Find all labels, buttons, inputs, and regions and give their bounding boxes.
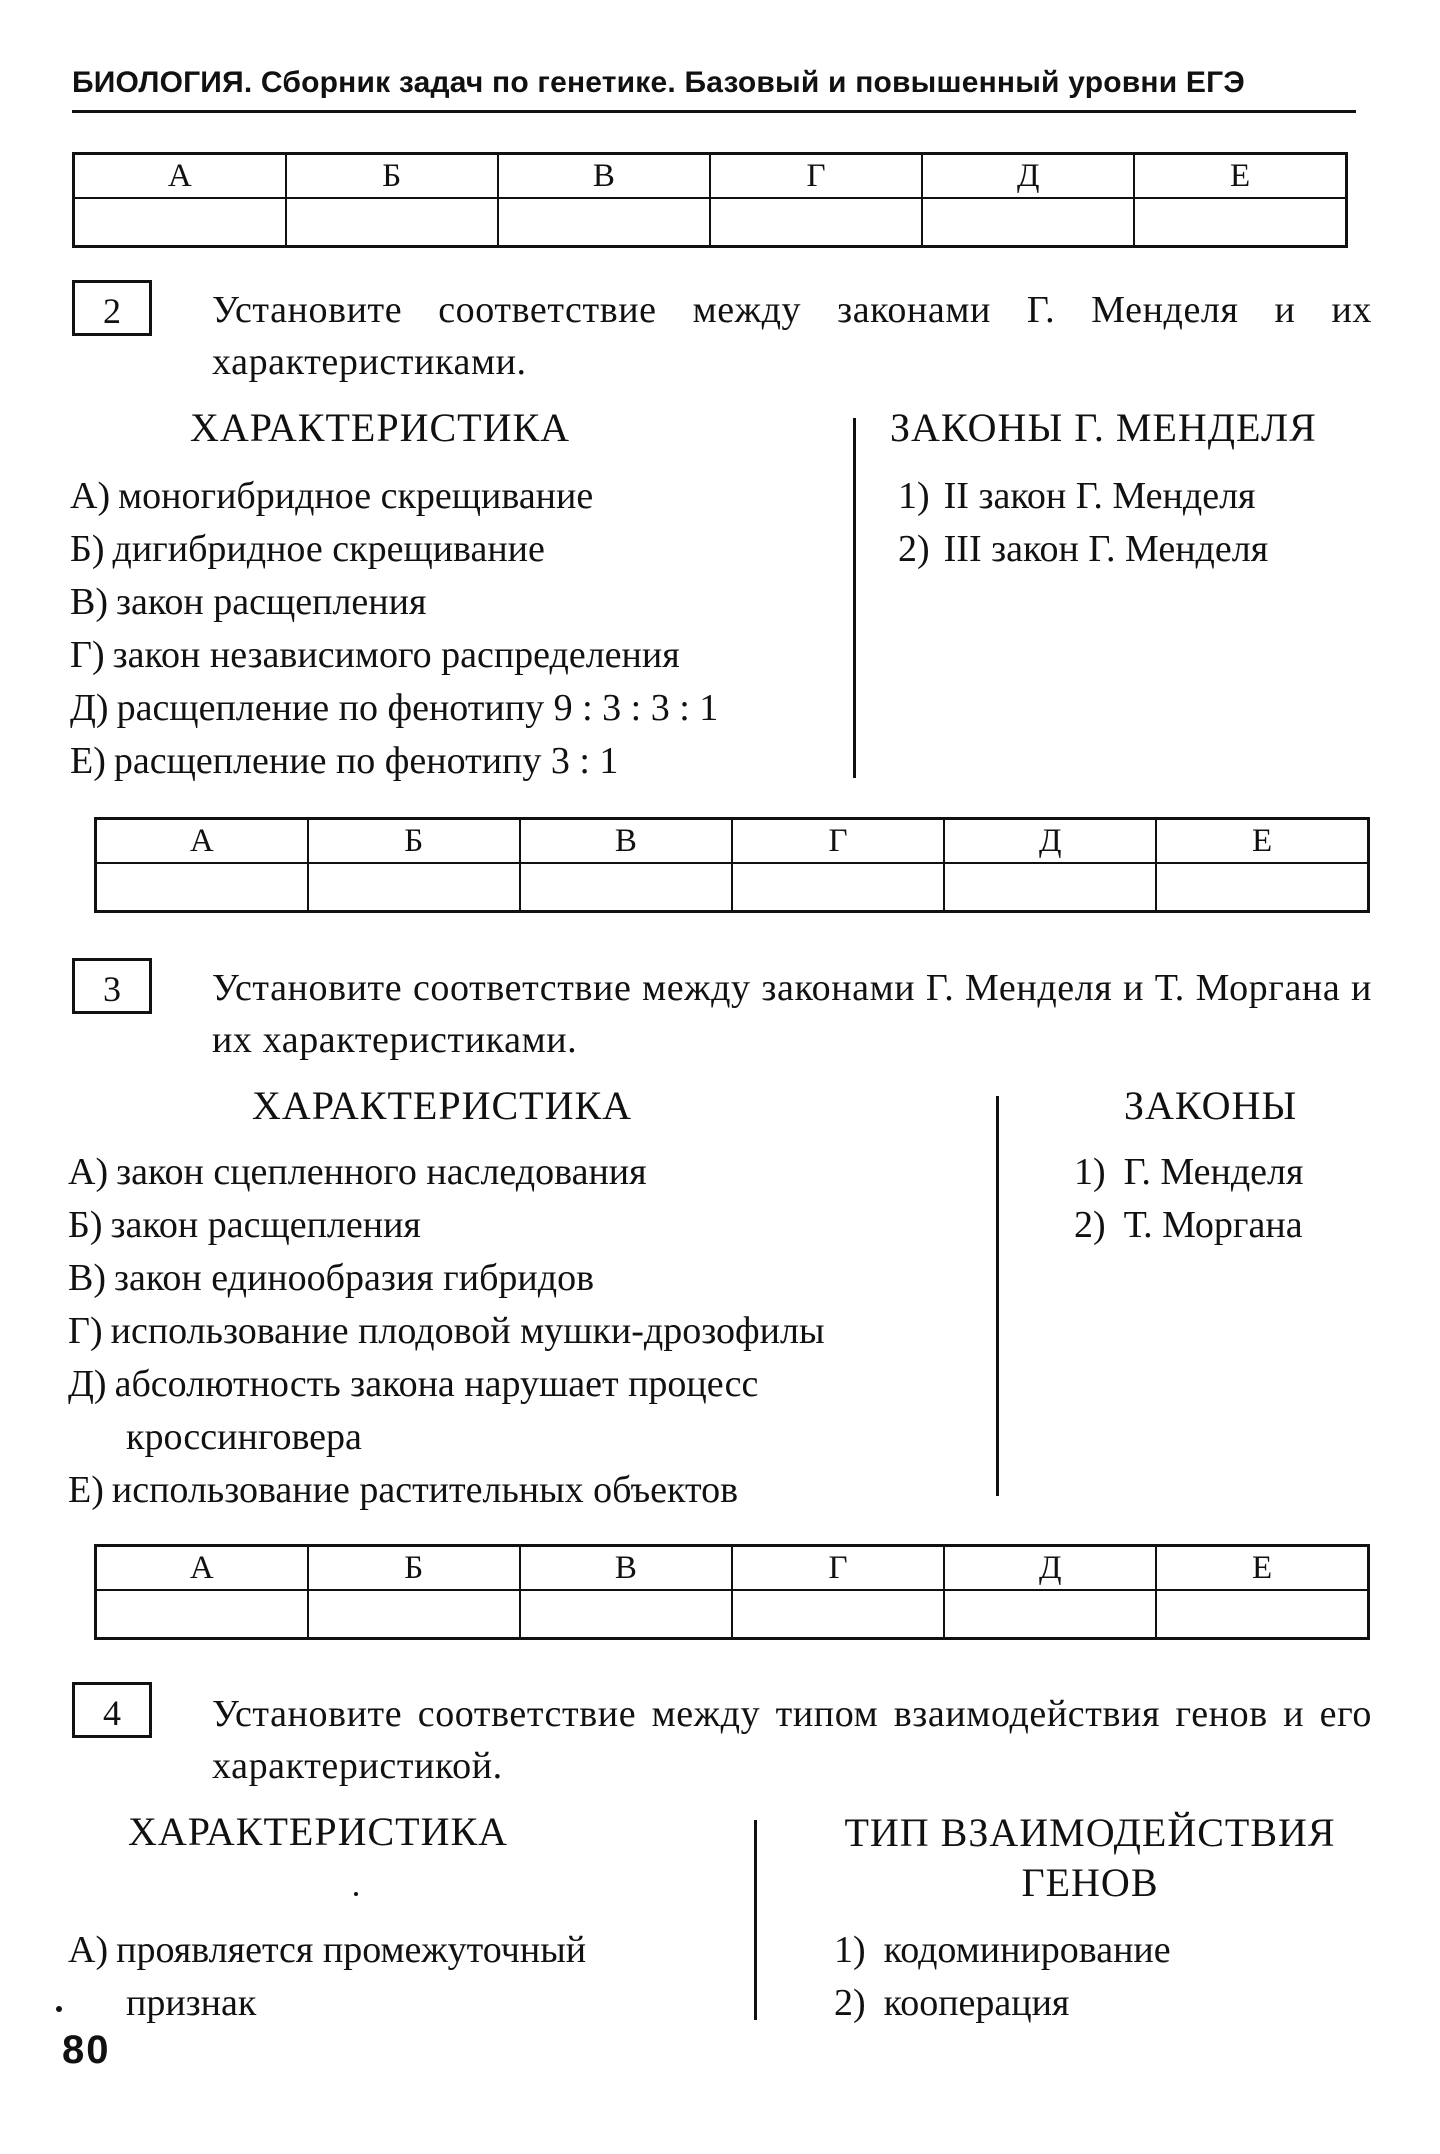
list-item	[898, 470, 1268, 523]
answer-cell[interactable]	[1156, 1590, 1368, 1639]
answer-letter: В	[498, 154, 710, 199]
list-item	[68, 1199, 824, 1252]
item-label: Е)	[70, 740, 106, 782]
answer-letter: А	[96, 819, 308, 864]
item-label: Е)	[68, 1469, 104, 1511]
item-label: Д)	[70, 687, 109, 729]
right-column-heading	[800, 1808, 1380, 1908]
option-label: 1)	[1074, 1151, 1106, 1193]
option-label: 2)	[834, 1982, 866, 2024]
options-list	[898, 470, 1268, 576]
item-continuation: кроссинговера	[126, 1416, 362, 1458]
option-text: II закон Г. Менделя	[943, 475, 1256, 517]
list-item	[834, 1924, 1171, 1977]
option-text: III закон Г. Менделя	[943, 528, 1269, 570]
column-divider	[754, 1820, 757, 2020]
right-heading-line: ТИП ВЗАИМОДЕЙСТВИЯ	[844, 1810, 1336, 1855]
list-item	[898, 523, 1268, 576]
item-label: Б)	[70, 528, 105, 570]
left-column-heading: ХАРАКТЕРИСТИКА	[252, 1083, 633, 1128]
item-text: закон независимого распределения	[112, 634, 680, 676]
item-label: А)	[70, 475, 111, 517]
item-label: Г)	[70, 634, 105, 676]
answer-letter: А	[96, 1546, 308, 1591]
list-item	[1074, 1146, 1303, 1199]
item-text: закон единообразия гибридов	[114, 1257, 595, 1299]
answer-cell[interactable]	[520, 863, 732, 912]
option-label: 1)	[834, 1929, 866, 1971]
option-text: кодоминирование	[883, 1929, 1171, 1971]
list-item	[834, 1977, 1171, 2030]
answer-letter: А	[74, 154, 286, 199]
answer-letter: Б	[308, 819, 520, 864]
option-label: 2)	[898, 528, 930, 570]
list-item	[70, 576, 718, 629]
list-item	[70, 523, 718, 576]
right-heading-line: ГЕНОВ	[1021, 1860, 1159, 1905]
answer-table-blank-row	[96, 1590, 1369, 1639]
task-number-box: 4	[72, 1682, 152, 1738]
answer-letter: Б	[286, 154, 498, 199]
answer-letter: Е	[1156, 819, 1368, 864]
answer-letter: Г	[732, 1546, 944, 1591]
item-text: расщепление по фенотипу 9 : 3 : 3 : 1	[116, 687, 719, 729]
running-header: БИОЛОГИЯ. Сборник задач по генетике. Базовый и повышенный уровни ЕГЭ	[72, 66, 1245, 99]
answer-cell[interactable]	[944, 1590, 1156, 1639]
answer-cell[interactable]	[1156, 863, 1368, 912]
answer-cell[interactable]	[520, 1590, 732, 1639]
task-text: Установите соответствие между законами Г. Менделя и Т. Моргана и их характеристиками.	[212, 967, 1372, 1061]
left-column-heading: ХАРАКТЕРИСТИКА	[128, 1809, 509, 1854]
answer-letter: Г	[710, 154, 922, 199]
answer-letter: Д	[944, 819, 1156, 864]
item-text: закон расщепления	[110, 1204, 421, 1246]
answer-cell[interactable]	[922, 198, 1134, 247]
answer-cell[interactable]	[308, 1590, 520, 1639]
answer-cell[interactable]	[498, 198, 710, 247]
column-divider	[853, 418, 856, 778]
answer-letter: В	[520, 1546, 732, 1591]
answer-letter: В	[520, 819, 732, 864]
item-continuation: признак	[126, 1982, 257, 2024]
option-label: 1)	[898, 475, 930, 517]
list-item	[68, 1924, 586, 1977]
list-item	[70, 470, 718, 523]
list-item	[68, 1358, 824, 1411]
answer-table-task2	[94, 817, 1370, 913]
answer-letter: Д	[922, 154, 1134, 199]
print-speck	[56, 2006, 62, 2012]
answer-cell[interactable]	[710, 198, 922, 247]
answer-table-blank-row	[96, 863, 1369, 912]
item-label: А)	[68, 1151, 109, 1193]
item-text: закон расщепления	[116, 581, 427, 623]
right-column-heading: ЗАКОНЫ	[1124, 1083, 1298, 1128]
answer-letter: Б	[308, 1546, 520, 1591]
answer-table-header-row	[96, 819, 1369, 864]
list-item	[68, 1305, 824, 1358]
print-speck	[354, 1892, 358, 1896]
column-divider	[996, 1096, 999, 1496]
answer-cell[interactable]	[944, 863, 1156, 912]
item-text: абсолютность закона нарушает процесс	[114, 1363, 759, 1405]
list-item	[70, 629, 718, 682]
characteristics-list	[68, 1924, 586, 2030]
answer-cell[interactable]	[74, 198, 286, 247]
item-text: расщепление по фенотипу 3 : 1	[113, 740, 619, 782]
task-number-box: 2	[72, 280, 152, 336]
item-text: использование растительных объектов	[111, 1469, 739, 1511]
answer-letter: Е	[1156, 1546, 1368, 1591]
item-label: В)	[70, 581, 108, 623]
list-item	[70, 735, 718, 788]
item-text: моногибридное скрещивание	[118, 475, 594, 517]
answer-letter: Е	[1134, 154, 1346, 199]
answer-letter: Д	[944, 1546, 1156, 1591]
list-item	[68, 1252, 824, 1305]
option-text: Г. Менделя	[1123, 1151, 1304, 1193]
answer-cell[interactable]	[732, 863, 944, 912]
item-label: В)	[68, 1257, 106, 1299]
item-label: Б)	[68, 1204, 103, 1246]
answer-table-task1	[72, 152, 1348, 248]
item-text: закон сцепленного наследования	[116, 1151, 647, 1193]
option-text: кооперация	[883, 1982, 1070, 2024]
answer-cell[interactable]	[286, 198, 498, 247]
item-text: дигибридное скрещивание	[112, 528, 545, 570]
item-label: А)	[68, 1929, 109, 1971]
answer-cell[interactable]	[732, 1590, 944, 1639]
answer-table-blank-row	[74, 198, 1347, 247]
answer-cell[interactable]	[1134, 198, 1346, 247]
item-label: Д)	[68, 1363, 107, 1405]
answer-table-header-row	[96, 1546, 1369, 1591]
answer-cell[interactable]	[96, 863, 308, 912]
answer-table-header-row	[74, 154, 1347, 199]
task-text: Установите соответствие между законами Г. Менделя и их характеристиками.	[212, 289, 1372, 383]
header-rule	[72, 110, 1356, 113]
page-number: 80	[62, 2028, 111, 2072]
characteristics-list	[68, 1146, 824, 1517]
characteristics-list	[70, 470, 718, 788]
list-item	[1074, 1199, 1303, 1252]
task-number-box: 3	[72, 958, 152, 1014]
left-column-heading: ХАРАКТЕРИСТИКА	[190, 405, 571, 450]
answer-cell[interactable]	[308, 863, 520, 912]
options-list	[834, 1924, 1171, 2030]
right-column-heading: ЗАКОНЫ Г. МЕНДЕЛЯ	[890, 405, 1317, 450]
list-item	[68, 1464, 824, 1517]
option-text: Т. Моргана	[1123, 1204, 1303, 1246]
answer-table-task3	[94, 1544, 1370, 1640]
item-text: проявляется промежуточный	[116, 1929, 587, 1971]
item-text: использование плодовой мушки-дрозофилы	[110, 1310, 825, 1352]
list-item	[68, 1146, 824, 1199]
answer-cell[interactable]	[96, 1590, 308, 1639]
task-text: Установите соответствие между типом взаимодействия генов и его характеристикой.	[212, 1693, 1372, 1787]
item-label: Г)	[68, 1310, 103, 1352]
option-label: 2)	[1074, 1204, 1106, 1246]
options-list	[1074, 1146, 1303, 1252]
list-item	[70, 682, 718, 735]
answer-letter: Г	[732, 819, 944, 864]
